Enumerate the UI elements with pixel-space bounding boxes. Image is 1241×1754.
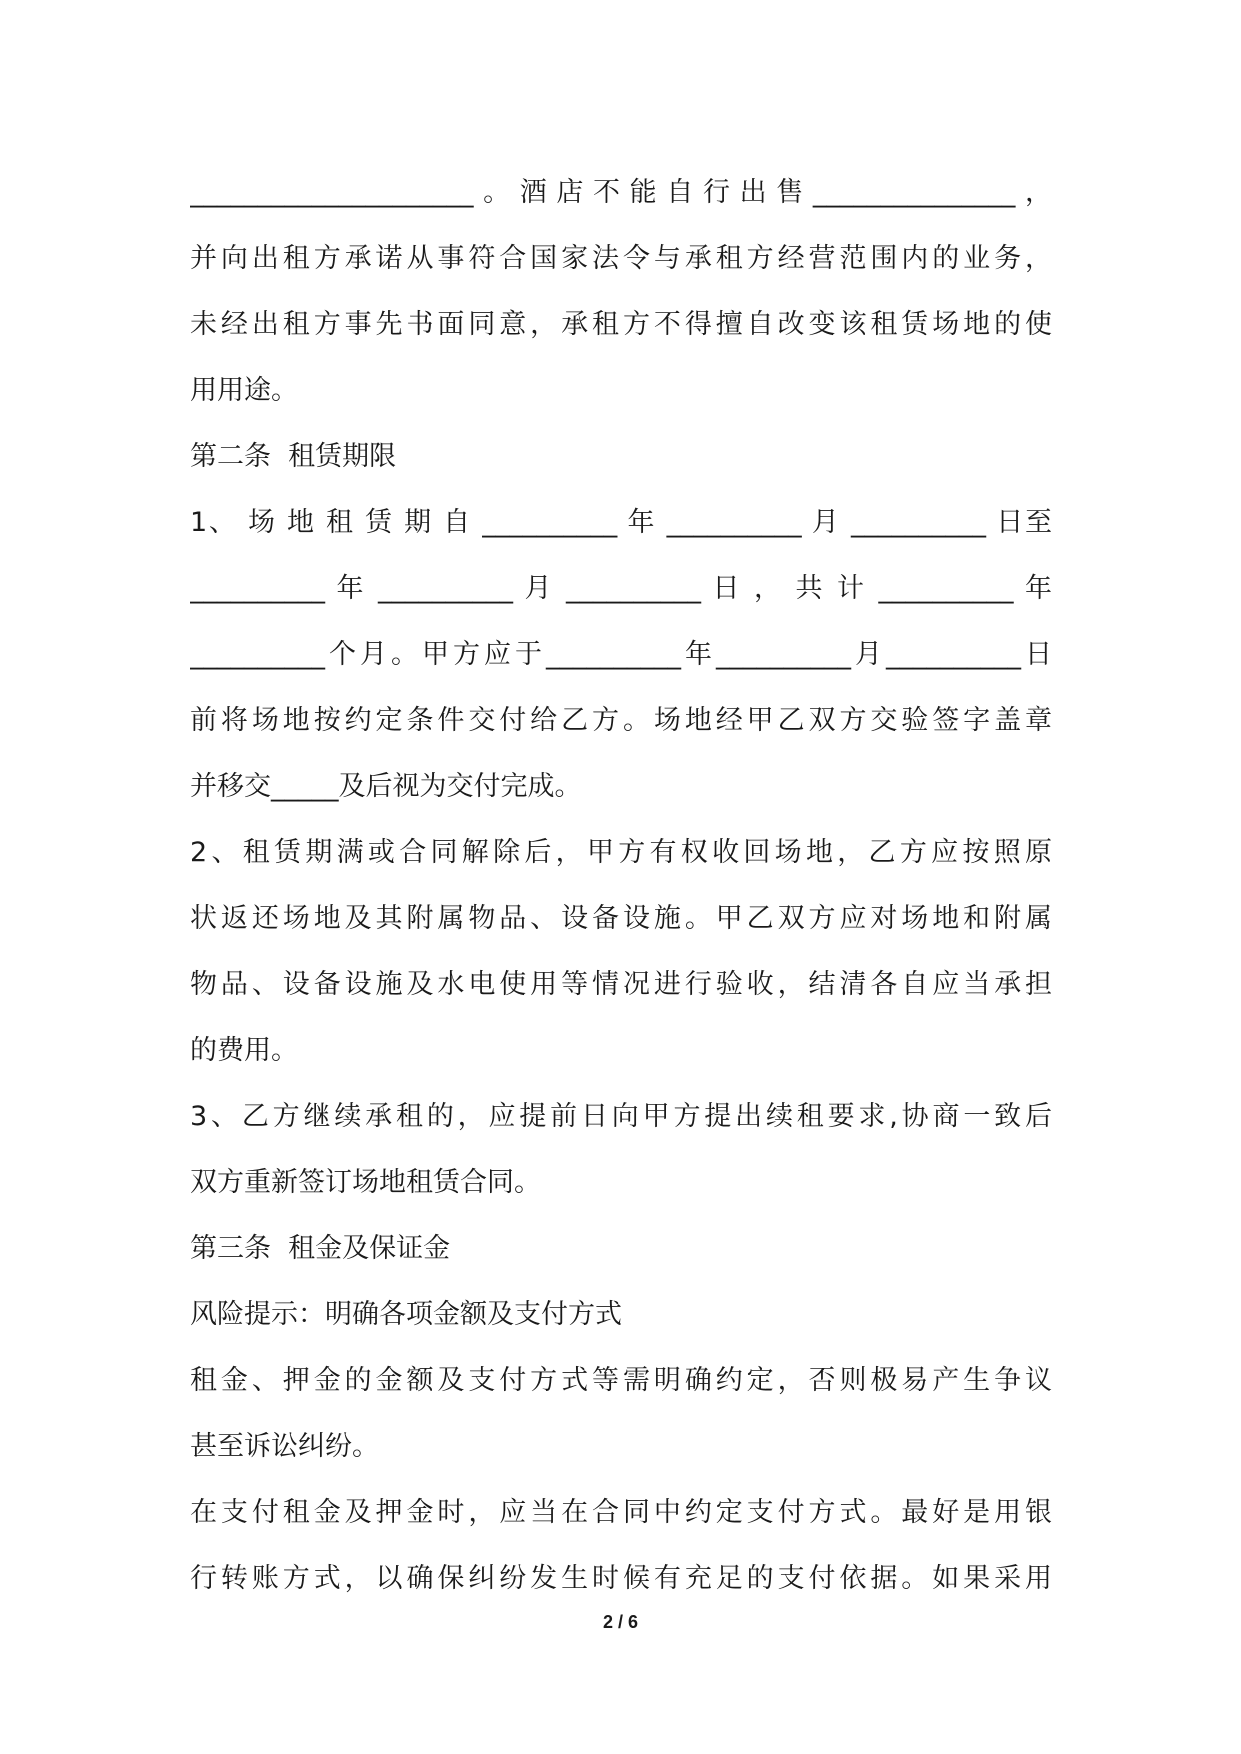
text-line: 在支付租金及押金时，应当在合同中约定支付方式。最好是用银	[190, 1497, 1052, 1528]
text-line: 并向出租方承诺从事符合国家法令与承租方经营范围内的业务，	[190, 243, 1052, 274]
text-line: 物品、设备设施及水电使用等情况进行验收，结清各自应当承担	[190, 969, 1052, 1000]
text-line: 2、租赁期满或合同解除后，甲方有权收回场地，乙方应按照原	[190, 837, 1052, 868]
text-line: 双方重新签订场地租赁合同。	[190, 1167, 541, 1198]
text-line: 1、 场 地 租 赁 期 自 __________ 年 __________ 月 __________ 日至	[190, 507, 1052, 538]
text-line: _____________________。酒店不能自行出售_______________，	[190, 177, 1052, 208]
text-line: 前将场地按约定条件交付给乙方。场地经甲乙双方交验签字盖章	[190, 705, 1052, 736]
text-line: 未经出租方事先书面同意，承租方不得擅自改变该租赁场地的使	[190, 309, 1052, 340]
text-line: 用用途。	[190, 375, 298, 406]
text-line: 并移交_____及后视为交付完成。	[190, 771, 582, 802]
text-line: 状返还场地及其附属物品、设备设施。甲乙双方应对场地和附属	[190, 903, 1052, 934]
text-line: __________个月。甲方应于__________年__________月__________日	[190, 639, 1052, 670]
text-line: 的费用。	[190, 1035, 298, 1066]
text-line: 3、乙方继续承租的，应提前日向甲方提出续租要求,协商一致后	[190, 1101, 1052, 1132]
text-line: 第三条 租金及保证金	[190, 1233, 451, 1264]
document-body	[190, 160, 1052, 1612]
text-line: 甚至诉讼纠纷。	[190, 1431, 379, 1462]
text-line: __________ 年 __________ 月 __________ 日 ， 共 计 __________ 年	[190, 573, 1052, 604]
text-line: 风险提示：明确各项金额及支付方式	[190, 1299, 622, 1330]
text-line: 租金、押金的金额及支付方式等需明确约定，否则极易产生争议	[190, 1365, 1052, 1396]
text-line: 行转账方式，以确保纠纷发生时候有充足的支付依据。如果采用	[190, 1563, 1052, 1594]
text-line: 第二条 租赁期限	[190, 441, 397, 472]
page-number: 2 / 6	[602, 1612, 639, 1632]
